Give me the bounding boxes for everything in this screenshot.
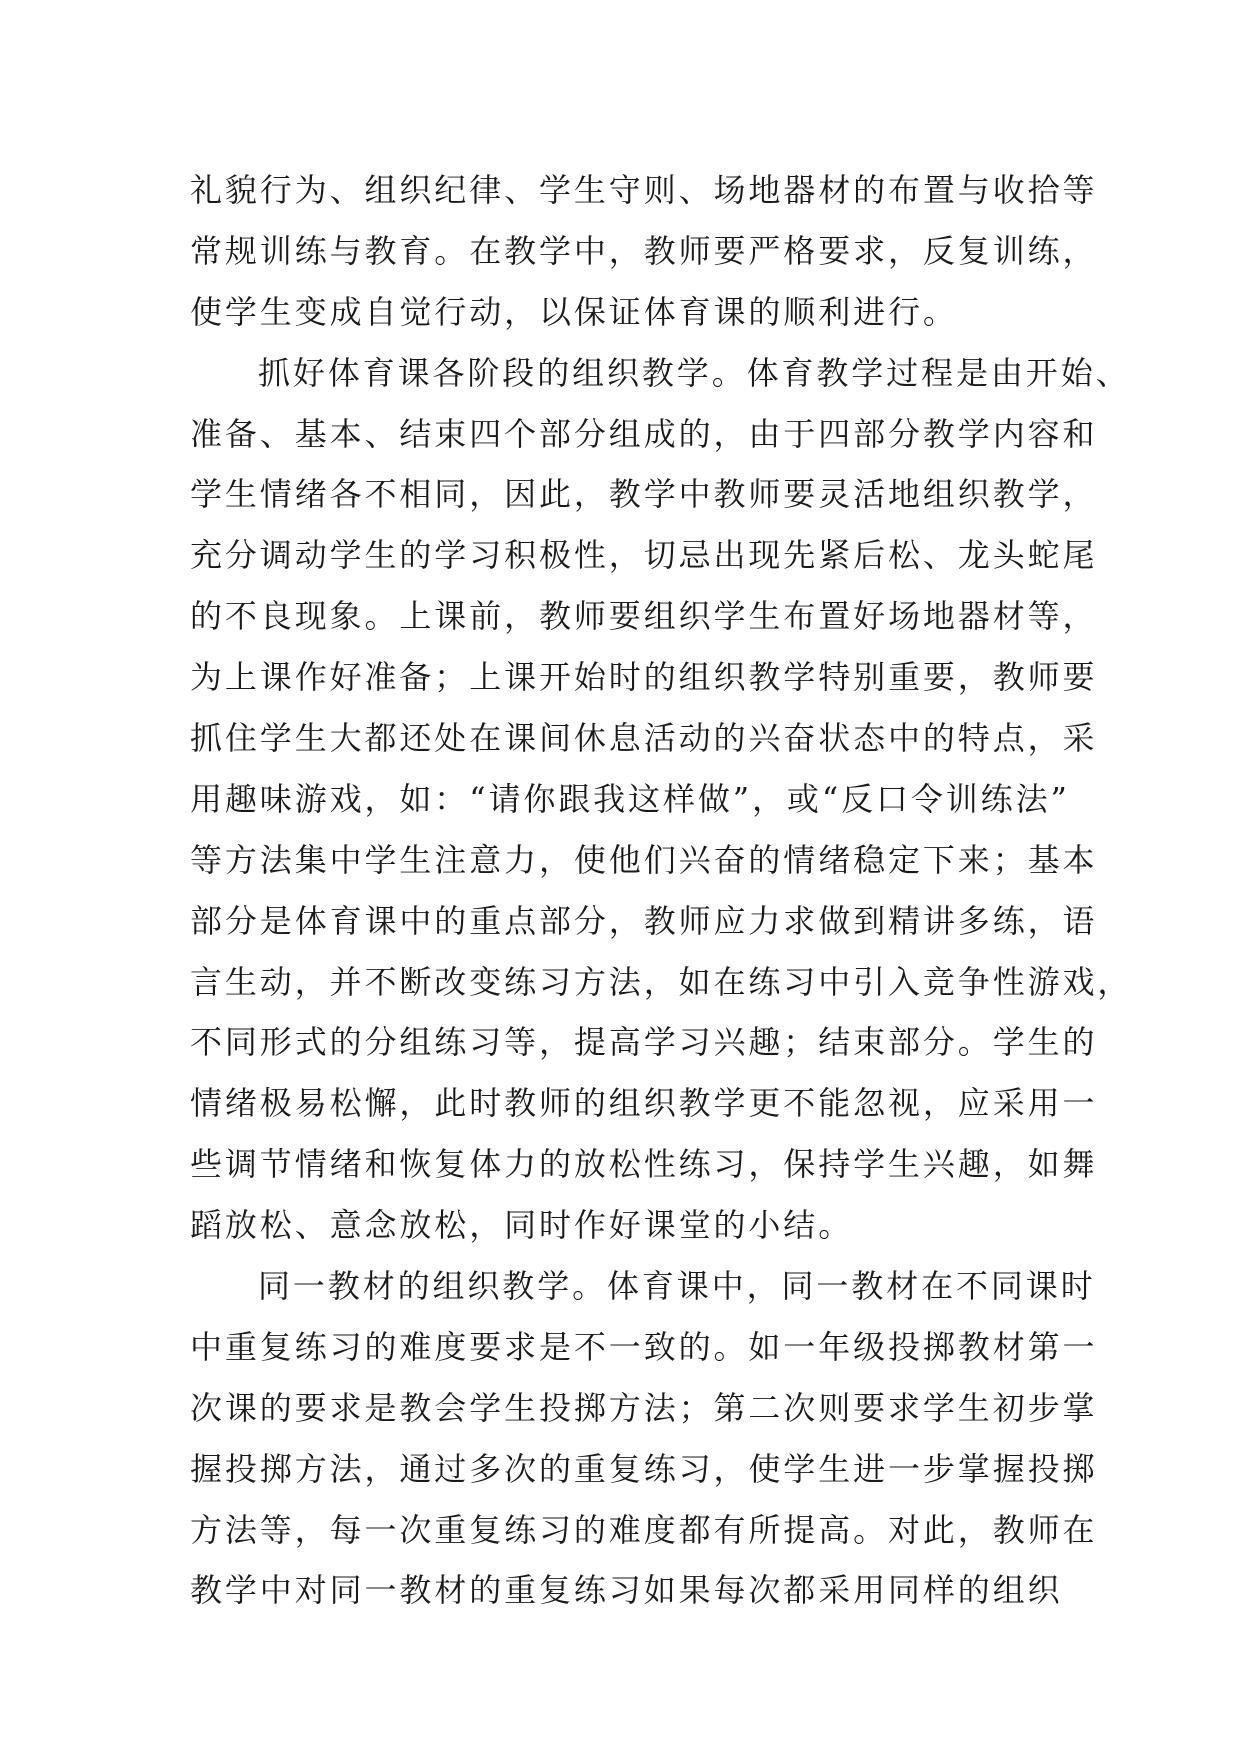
text-line: 同一教材的组织教学。体育课中，同一教材在不同课时 (258, 1267, 1096, 1306)
text-line: 情绪极易松懈，此时教师的组织教学更不能忽视，应采用一 (190, 1084, 1098, 1123)
text-line: 准备、基本、结束四个部分组成的，由于四部分教学内容和 (190, 414, 1098, 453)
paragraph (190, 343, 1133, 1256)
text-line: 使学生变成自觉行动，以保证体育课的顺利进行。 (190, 292, 958, 331)
text-line: 蹈放松、意念放松，同时作好课堂的小结。 (190, 1206, 854, 1245)
text-line: 抓好体育课各阶段的组织教学。体育教学过程是由开始、 (258, 353, 1131, 392)
text-line: 方法等，每一次重复练习的难度都有所提高。对此，教师在 (190, 1510, 1098, 1549)
text-line: 充分调动学生的学习积极性，切忌出现先紧后松、龙头蛇尾 (190, 536, 1098, 575)
text-line: 次课的要求是教会学生投掷方法；第二次则要求学生初步掌 (190, 1388, 1098, 1427)
text-line: 抓住学生大都还处在课间休息活动的兴奋状态中的特点，采 (190, 719, 1098, 758)
text-line: 教学中对同一教材的重复练习如果每次都采用同样的组织 (190, 1571, 1063, 1610)
paragraph (190, 160, 1098, 343)
text-line: 不同形式的分组练习等，提高学习兴趣；结束部分。学生的 (190, 1023, 1098, 1062)
text-line: 用趣味游戏，如：“请你跟我这样做”，或“反口令训练法” (190, 779, 1070, 818)
body-text (190, 160, 1133, 1621)
text-line: 部分是体育课中的重点部分，教师应力求做到精讲多练，语 (190, 901, 1098, 940)
text-line: 中重复练习的难度要求是不一致的。如一年级投掷教材第一 (190, 1327, 1098, 1366)
paragraph (190, 1256, 1098, 1621)
text-line: 握投掷方法，通过多次的重复练习，使学生进一步掌握投掷 (190, 1449, 1098, 1488)
text-line: 言生动，并不断改变练习方法，如在练习中引入竞争性游戏， (190, 962, 1133, 1001)
text-line: 的不良现象。上课前，教师要组织学生布置好场地器材等， (190, 597, 1098, 636)
text-line: 为上课作好准备；上课开始时的组织教学特别重要，教师要 (190, 658, 1098, 697)
text-line: 学生情绪各不相同，因此，教学中教师要灵活地组织教学， (190, 475, 1098, 514)
text-line: 些调节情绪和恢复体力的放松性练习，保持学生兴趣，如舞 (190, 1145, 1098, 1184)
text-line: 礼貌行为、组织纪律、学生守则、场地器材的布置与收拾等 (190, 171, 1098, 209)
text-line: 等方法集中学生注意力，使他们兴奋的情绪稳定下来；基本 (190, 840, 1098, 879)
text-line: 常规训练与教育。在教学中，教师要严格要求，反复训练， (190, 231, 1098, 270)
